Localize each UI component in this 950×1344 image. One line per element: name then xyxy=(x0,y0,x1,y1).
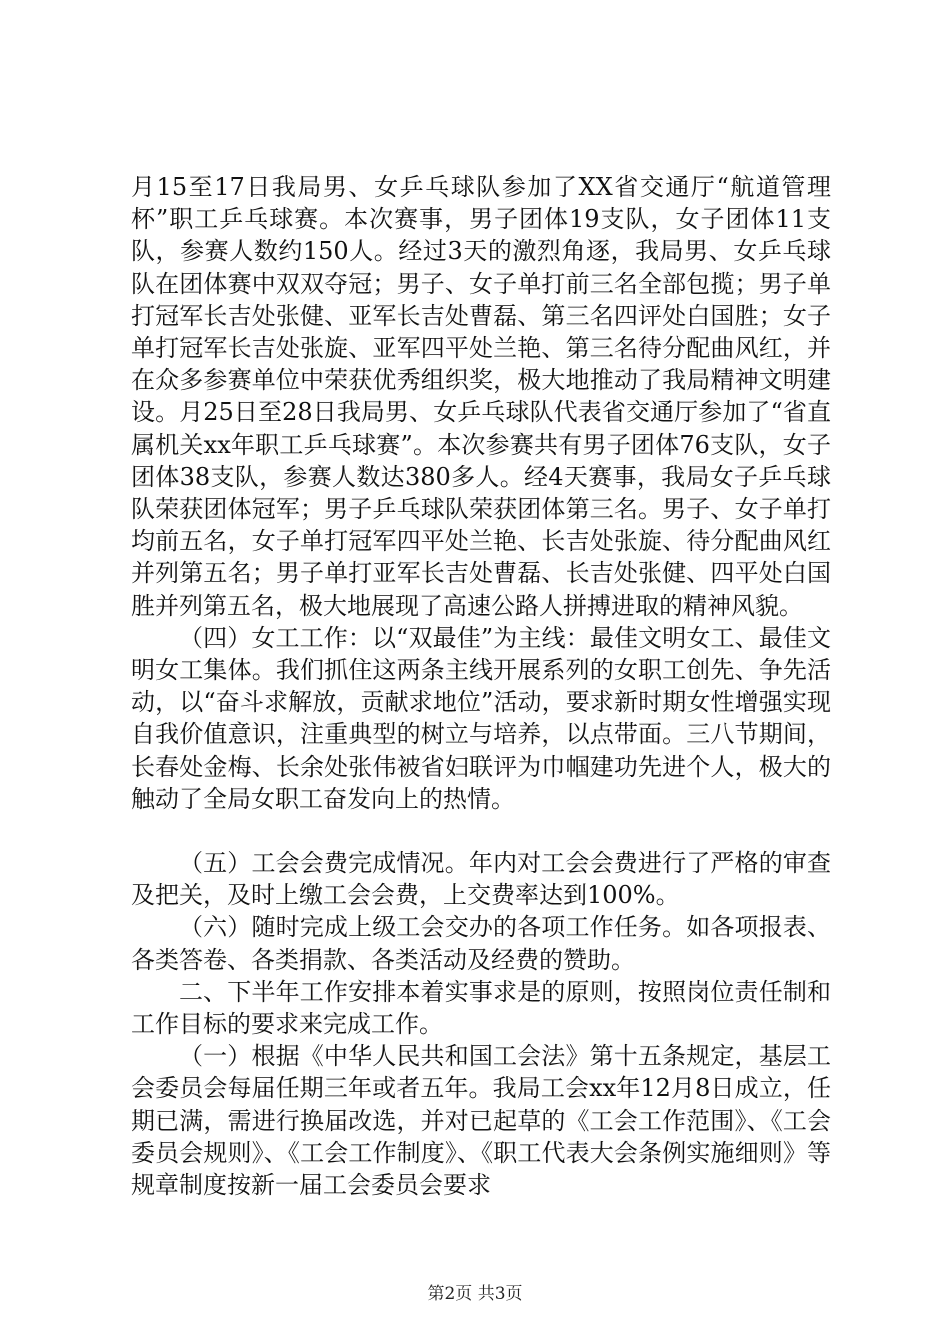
body-text xyxy=(131,171,831,1201)
paragraph-sports: 月15至17日我局男、女乒乓球队参加了XX省交通厅“航道管理杯”职工乒乓球赛。本次赛事，男子团体19支队，女子团体11支队，参赛人数约150人。经过3天的激烈角逐，我局男、女乒乓球队在团体赛中双双夺冠；男子、女子单打前三名全部包揽；男子单打冠军长吉处张健、亚军长吉处曹磊、第三名四评处白国胜；女子单打冠军长吉处张旋、亚军四平处兰艳、第三名待分配曲风红，并在众多参赛单位中荣获优秀组织奖，极大地推动了我局精神文明建设。月25日至28日我局男、女乒乓球队代表省交通厅参加了“省直属机关xx年职工乒乓球赛”。本次参赛共有男子团体76支队，女子团体38支队，参赛人数达380多人。经4天赛事，我局女子乒乓球队荣获团体冠军；男子乒乓球队荣获团体第三名。男子、女子单打均前五名，女子单打冠军四平处兰艳、长吉处张旋、待分配曲风红并列第五名；男子单打亚军长吉处曹磊、长吉处张健、四平处白国胜并列第五名，极大地展现了高速公路人拼搏进取的精神风貌。 xyxy=(131,173,831,620)
paragraph-women-work: （四）女工工作：以“双最佳”为主线：最佳文明女工、最佳文明女工集体。我们抓住这两条主线开展系列的女职工创先、争先活动，以“奋斗求解放，贡献求地位”活动，要求新时期女性增强实现自我价值意识，注重典型的树立与培养，以点带面。三八节期间，长春处金梅、长余处张伟被省妇联评为巾帼建功先进个人，极大的触动了全局女职工奋发向上的热情。 xyxy=(131,623,831,813)
paragraph-gap xyxy=(131,815,831,847)
paragraph-union-fees: （五）工会会费完成情况。年内对工会会费进行了严格的审查及把关，及时上缴工会会费，上交费率达到100%。 xyxy=(131,849,831,910)
page-footer: 第2页 共3页 xyxy=(427,1284,523,1304)
paragraph-election: （一）根据《中华人民共和国工会法》第十五条规定，基层工会委员会每届任期三年或者五年。我局工会xx年12月8日成立，任期已满，需进行换届改选，并对已起草的《工会工作范围》、《工会委员会规则》、《工会工作制度》、《职工代表大会条例实施细则》等规章制度按新一届工会委员会要求 xyxy=(131,1042,831,1200)
paragraph-second-half-plan: 二、下半年工作安排本着实事求是的原则，按照岗位责任制和工作目标的要求来完成工作。 xyxy=(131,977,831,1039)
paragraph-tasks: （六）随时完成上级工会交办的各项工作任务。如各项报表、各类答卷、各类捐款、各类活动及经费的赞助。 xyxy=(131,913,831,974)
